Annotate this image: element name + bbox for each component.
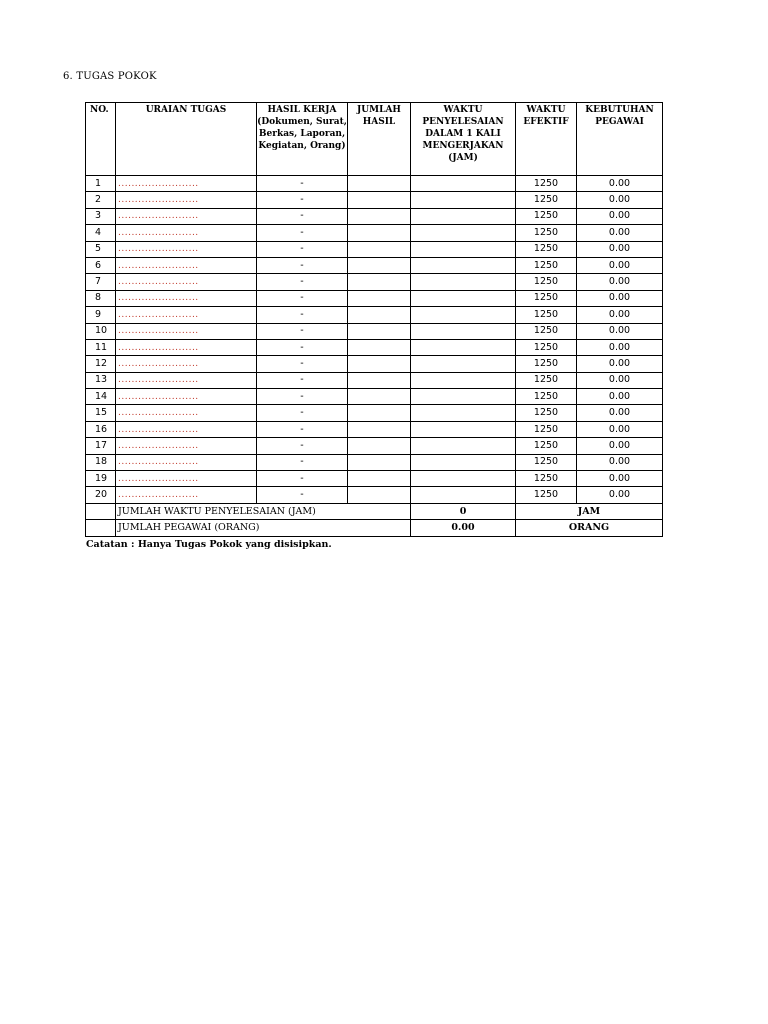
header-no: NO. xyxy=(86,103,116,176)
row-waktu-efektif-cell: 1250 xyxy=(516,471,577,487)
row-no-cell: 1 xyxy=(86,176,116,192)
row-waktu-efektif-cell: 1250 xyxy=(516,421,577,437)
row-jumlah-hasil-cell xyxy=(348,323,411,339)
row-waktu-efektif-cell: 1250 xyxy=(516,290,577,306)
summary-empty-cell xyxy=(86,520,116,536)
table-row xyxy=(86,323,663,339)
row-hasil-kerja-cell: - xyxy=(257,405,348,421)
table-row xyxy=(86,471,663,487)
row-waktu-efektif-cell: 1250 xyxy=(516,356,577,372)
row-waktu-efektif-cell: 1250 xyxy=(516,307,577,323)
summary-row-waktu xyxy=(86,503,663,519)
row-uraian-cell: ........................ xyxy=(116,438,257,454)
row-waktu-penyelesaian-cell xyxy=(411,471,516,487)
row-jumlah-hasil-cell xyxy=(348,225,411,241)
row-uraian-cell: ........................ xyxy=(116,208,257,224)
row-waktu-efektif-cell: 1250 xyxy=(516,405,577,421)
row-jumlah-hasil-cell xyxy=(348,487,411,503)
summary-waktu-value: 0 xyxy=(411,503,516,519)
row-jumlah-hasil-cell xyxy=(348,438,411,454)
row-kebutuhan-pegawai-cell: 0.00 xyxy=(577,487,663,503)
row-jumlah-hasil-cell xyxy=(348,192,411,208)
row-jumlah-hasil-cell xyxy=(348,454,411,470)
row-no-cell: 12 xyxy=(86,356,116,372)
row-uraian-cell: ........................ xyxy=(116,487,257,503)
row-jumlah-hasil-cell xyxy=(348,208,411,224)
row-no-cell: 5 xyxy=(86,241,116,257)
table-row xyxy=(86,454,663,470)
row-no-cell: 18 xyxy=(86,454,116,470)
summary-empty-cell xyxy=(86,503,116,519)
row-waktu-efektif-cell: 1250 xyxy=(516,176,577,192)
row-jumlah-hasil-cell xyxy=(348,241,411,257)
row-uraian-cell: ........................ xyxy=(116,192,257,208)
table-row xyxy=(86,405,663,421)
row-no-cell: 17 xyxy=(86,438,116,454)
row-waktu-penyelesaian-cell xyxy=(411,257,516,273)
row-uraian-cell: ........................ xyxy=(116,454,257,470)
row-waktu-efektif-cell: 1250 xyxy=(516,274,577,290)
row-kebutuhan-pegawai-cell: 0.00 xyxy=(577,307,663,323)
header-jumlah-hasil: JUMLAH HASIL xyxy=(348,103,411,176)
row-jumlah-hasil-cell xyxy=(348,176,411,192)
row-waktu-efektif-cell: 1250 xyxy=(516,241,577,257)
row-kebutuhan-pegawai-cell: 0.00 xyxy=(577,471,663,487)
row-waktu-efektif-cell: 1250 xyxy=(516,372,577,388)
table-row xyxy=(86,372,663,388)
row-uraian-cell: ........................ xyxy=(116,389,257,405)
row-waktu-penyelesaian-cell xyxy=(411,307,516,323)
table-row xyxy=(86,290,663,306)
row-kebutuhan-pegawai-cell: 0.00 xyxy=(577,421,663,437)
row-waktu-penyelesaian-cell xyxy=(411,176,516,192)
row-hasil-kerja-cell: - xyxy=(257,471,348,487)
row-waktu-efektif-cell: 1250 xyxy=(516,225,577,241)
row-kebutuhan-pegawai-cell: 0.00 xyxy=(577,323,663,339)
row-no-cell: 4 xyxy=(86,225,116,241)
table-row xyxy=(86,208,663,224)
row-uraian-cell: ........................ xyxy=(116,339,257,355)
row-jumlah-hasil-cell xyxy=(348,405,411,421)
row-hasil-kerja-cell: - xyxy=(257,438,348,454)
row-kebutuhan-pegawai-cell: 0.00 xyxy=(577,372,663,388)
row-kebutuhan-pegawai-cell: 0.00 xyxy=(577,225,663,241)
summary-row-pegawai xyxy=(86,520,663,536)
row-kebutuhan-pegawai-cell: 0.00 xyxy=(577,241,663,257)
row-uraian-cell: ........................ xyxy=(116,372,257,388)
row-waktu-efektif-cell: 1250 xyxy=(516,257,577,273)
row-waktu-efektif-cell: 1250 xyxy=(516,208,577,224)
header-uraian-tugas: URAIAN TUGAS xyxy=(116,103,257,176)
summary-pegawai-unit: ORANG xyxy=(516,520,663,536)
row-hasil-kerja-cell: - xyxy=(257,290,348,306)
row-kebutuhan-pegawai-cell: 0.00 xyxy=(577,438,663,454)
row-hasil-kerja-cell: - xyxy=(257,372,348,388)
row-jumlah-hasil-cell xyxy=(348,290,411,306)
row-hasil-kerja-cell: - xyxy=(257,454,348,470)
row-waktu-efektif-cell: 1250 xyxy=(516,323,577,339)
table-row xyxy=(86,307,663,323)
row-uraian-cell: ........................ xyxy=(116,323,257,339)
row-kebutuhan-pegawai-cell: 0.00 xyxy=(577,192,663,208)
row-waktu-efektif-cell: 1250 xyxy=(516,438,577,454)
row-waktu-penyelesaian-cell xyxy=(411,192,516,208)
row-no-cell: 10 xyxy=(86,323,116,339)
row-waktu-penyelesaian-cell xyxy=(411,356,516,372)
row-uraian-cell: ........................ xyxy=(116,241,257,257)
row-hasil-kerja-cell: - xyxy=(257,176,348,192)
header-waktu-efektif: WAKTU EFEKTIF xyxy=(516,103,577,176)
row-kebutuhan-pegawai-cell: 0.00 xyxy=(577,208,663,224)
row-uraian-cell: ........................ xyxy=(116,307,257,323)
table-row xyxy=(86,274,663,290)
row-kebutuhan-pegawai-cell: 0.00 xyxy=(577,405,663,421)
row-jumlah-hasil-cell xyxy=(348,307,411,323)
header-waktu-penyelesaian: WAKTU PENYELESAIAN DALAM 1 KALI MENGERJAKAN (JAM) xyxy=(411,103,516,176)
row-kebutuhan-pegawai-cell: 0.00 xyxy=(577,356,663,372)
table-row xyxy=(86,421,663,437)
row-waktu-efektif-cell: 1250 xyxy=(516,192,577,208)
summary-pegawai-value: 0.00 xyxy=(411,520,516,536)
row-hasil-kerja-cell: - xyxy=(257,225,348,241)
row-no-cell: 19 xyxy=(86,471,116,487)
table-row xyxy=(86,438,663,454)
table-row xyxy=(86,257,663,273)
row-hasil-kerja-cell: - xyxy=(257,307,348,323)
row-hasil-kerja-cell: - xyxy=(257,356,348,372)
row-no-cell: 15 xyxy=(86,405,116,421)
row-waktu-penyelesaian-cell xyxy=(411,421,516,437)
row-hasil-kerja-cell: - xyxy=(257,241,348,257)
row-waktu-efektif-cell: 1250 xyxy=(516,339,577,355)
row-jumlah-hasil-cell xyxy=(348,389,411,405)
tugas-pokok-table xyxy=(85,102,663,537)
row-kebutuhan-pegawai-cell: 0.00 xyxy=(577,454,663,470)
row-no-cell: 20 xyxy=(86,487,116,503)
row-waktu-penyelesaian-cell xyxy=(411,290,516,306)
row-waktu-penyelesaian-cell xyxy=(411,225,516,241)
row-uraian-cell: ........................ xyxy=(116,405,257,421)
row-jumlah-hasil-cell xyxy=(348,356,411,372)
row-hasil-kerja-cell: - xyxy=(257,274,348,290)
row-waktu-efektif-cell: 1250 xyxy=(516,389,577,405)
row-uraian-cell: ........................ xyxy=(116,356,257,372)
row-waktu-penyelesaian-cell xyxy=(411,389,516,405)
table-row xyxy=(86,225,663,241)
row-hasil-kerja-cell: - xyxy=(257,487,348,503)
summary-waktu-label: JUMLAH WAKTU PENYELESAIAN (JAM) xyxy=(116,503,411,519)
table-row xyxy=(86,192,663,208)
table-row xyxy=(86,176,663,192)
row-kebutuhan-pegawai-cell: 0.00 xyxy=(577,274,663,290)
row-kebutuhan-pegawai-cell: 0.00 xyxy=(577,339,663,355)
row-hasil-kerja-cell: - xyxy=(257,208,348,224)
row-kebutuhan-pegawai-cell: 0.00 xyxy=(577,257,663,273)
section-title: 6. TUGAS POKOK xyxy=(63,71,157,82)
row-hasil-kerja-cell: - xyxy=(257,257,348,273)
table-row xyxy=(86,487,663,503)
header-kebutuhan-pegawai: KEBUTUHAN PEGAWAI xyxy=(577,103,663,176)
row-no-cell: 8 xyxy=(86,290,116,306)
row-kebutuhan-pegawai-cell: 0.00 xyxy=(577,176,663,192)
row-uraian-cell: ........................ xyxy=(116,176,257,192)
row-jumlah-hasil-cell xyxy=(348,471,411,487)
row-no-cell: 11 xyxy=(86,339,116,355)
row-no-cell: 9 xyxy=(86,307,116,323)
row-waktu-penyelesaian-cell xyxy=(411,241,516,257)
row-no-cell: 2 xyxy=(86,192,116,208)
row-waktu-penyelesaian-cell xyxy=(411,438,516,454)
row-uraian-cell: ........................ xyxy=(116,471,257,487)
row-hasil-kerja-cell: - xyxy=(257,389,348,405)
row-jumlah-hasil-cell xyxy=(348,339,411,355)
row-no-cell: 7 xyxy=(86,274,116,290)
row-waktu-efektif-cell: 1250 xyxy=(516,454,577,470)
row-no-cell: 6 xyxy=(86,257,116,273)
table-row xyxy=(86,241,663,257)
header-hasil-kerja: HASIL KERJA (Dokumen, Surat, Berkas, Laporan, Kegiatan, Orang) xyxy=(257,103,348,176)
row-kebutuhan-pegawai-cell: 0.00 xyxy=(577,389,663,405)
row-hasil-kerja-cell: - xyxy=(257,192,348,208)
footnote: Catatan : Hanya Tugas Pokok yang disisipkan. xyxy=(86,539,332,550)
table-row xyxy=(86,389,663,405)
row-no-cell: 13 xyxy=(86,372,116,388)
row-jumlah-hasil-cell xyxy=(348,421,411,437)
table-row xyxy=(86,356,663,372)
row-jumlah-hasil-cell xyxy=(348,274,411,290)
row-no-cell: 14 xyxy=(86,389,116,405)
row-no-cell: 16 xyxy=(86,421,116,437)
row-waktu-penyelesaian-cell xyxy=(411,372,516,388)
row-waktu-efektif-cell: 1250 xyxy=(516,487,577,503)
row-waktu-penyelesaian-cell xyxy=(411,208,516,224)
row-waktu-penyelesaian-cell xyxy=(411,487,516,503)
row-uraian-cell: ........................ xyxy=(116,421,257,437)
row-uraian-cell: ........................ xyxy=(116,274,257,290)
row-waktu-penyelesaian-cell xyxy=(411,405,516,421)
row-waktu-penyelesaian-cell xyxy=(411,274,516,290)
row-waktu-penyelesaian-cell xyxy=(411,454,516,470)
table-row xyxy=(86,339,663,355)
row-kebutuhan-pegawai-cell: 0.00 xyxy=(577,290,663,306)
summary-pegawai-label: JUMLAH PEGAWAI (ORANG) xyxy=(116,520,411,536)
row-waktu-penyelesaian-cell xyxy=(411,339,516,355)
summary-waktu-unit: JAM xyxy=(516,503,663,519)
header-row xyxy=(86,103,663,176)
row-uraian-cell: ........................ xyxy=(116,290,257,306)
row-hasil-kerja-cell: - xyxy=(257,421,348,437)
row-uraian-cell: ........................ xyxy=(116,257,257,273)
row-jumlah-hasil-cell xyxy=(348,257,411,273)
row-hasil-kerja-cell: - xyxy=(257,339,348,355)
row-waktu-penyelesaian-cell xyxy=(411,323,516,339)
row-uraian-cell: ........................ xyxy=(116,225,257,241)
row-jumlah-hasil-cell xyxy=(348,372,411,388)
row-no-cell: 3 xyxy=(86,208,116,224)
row-hasil-kerja-cell: - xyxy=(257,323,348,339)
